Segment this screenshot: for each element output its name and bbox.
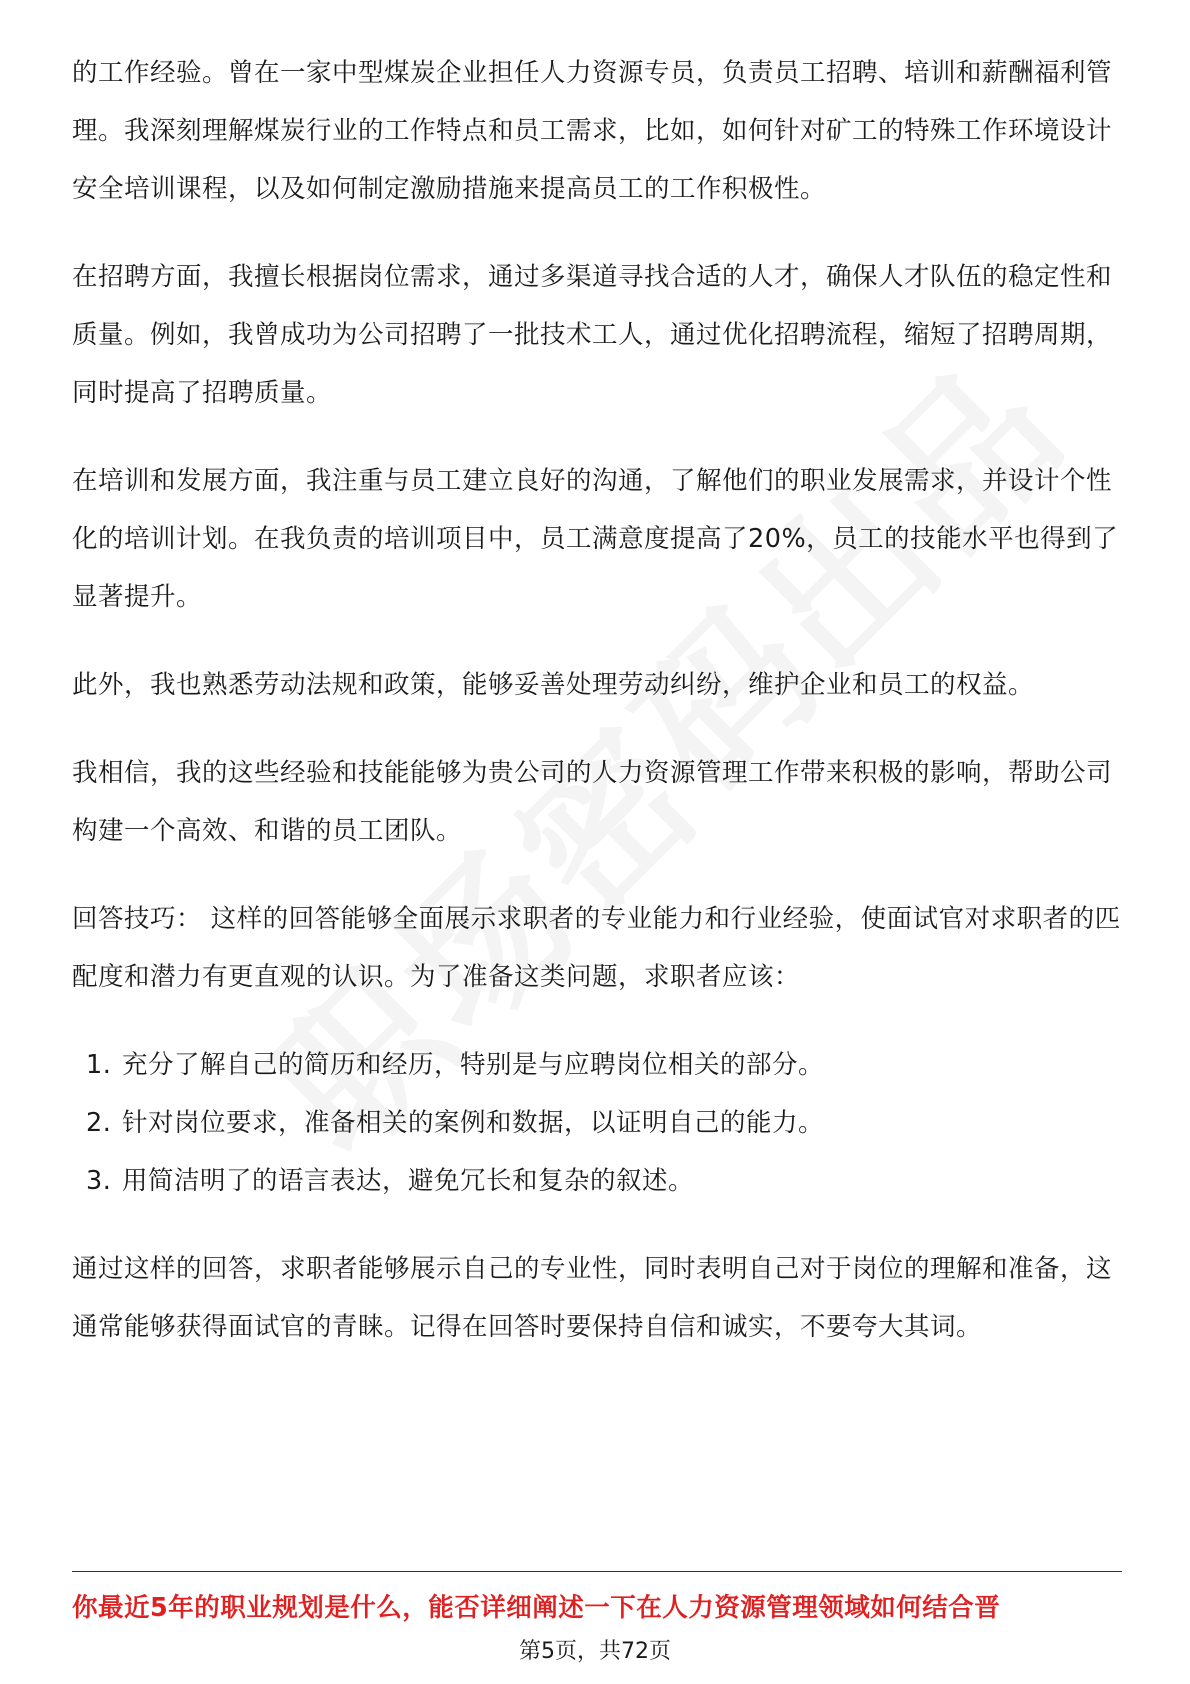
paragraph-answer-tips: 回答技巧： 这样的回答能够全面展示求职者的专业能力和行业经验，使面试官对求职者的匹配度和潜力有更直观的认识。为了准备这类问题，求职者应该： [72, 904, 1121, 992]
list-item-number: 1. [86, 1050, 112, 1080]
paragraph-training: 在培训和发展方面，我注重与员工建立良好的沟通，了解他们的职业发展需求，并设计个性化的培训计划。在我负责的培训项目中，员工满意度提高了20%，员工的技能水平也得到了显著提升。 [72, 466, 1119, 612]
paragraph-recruitment: 在招聘方面，我擅长根据岗位需求，通过多渠道寻找合适的人才，确保人才队伍的稳定性和质量。例如，我曾成功为公司招聘了一批技术工人，通过优化招聘流程，缩短了招聘周期，同时提高了招聘质量。 [72, 262, 1113, 408]
next-question-heading: 你最近5年的职业规划是什么，能否详细阐述一下在人力资源管理领域如何结合晋 [72, 1593, 1001, 1623]
document-body [72, 44, 1122, 1386]
list-item-text: 针对岗位要求，准备相关的案例和数据，以证明自己的能力。 [122, 1108, 825, 1138]
section-divider [72, 1571, 1122, 1572]
list-item [72, 1094, 1122, 1152]
list-item [72, 1036, 1122, 1094]
list-item-text: 用简洁明了的语言表达，避免冗长和复杂的叙述。 [122, 1166, 695, 1196]
list-item-text: 充分了解自己的简历和经历，特别是与应聘岗位相关的部分。 [122, 1050, 825, 1080]
list-item-number: 2. [86, 1108, 112, 1138]
page-number: 第5页，共72页 [519, 1639, 671, 1664]
paragraph-closing: 通过这样的回答，求职者能够展示自己的专业性，同时表明自己对于岗位的理解和准备，这通常能够获得面试官的青睐。记得在回答时要保持自信和诚实，不要夸大其词。 [72, 1254, 1113, 1342]
list-item-number: 3. [86, 1166, 112, 1196]
list-item [72, 1152, 1122, 1210]
paragraph-experience: 的工作经验。曾在一家中型煤炭企业担任人力资源专员，负责员工招聘、培训和薪酬福利管理。我深刻理解煤炭行业的工作特点和员工需求，比如，如何针对矿工的特殊工作环境设计安全培训课程，以及如何制定激励措施来提高员工的工作积极性。 [72, 58, 1113, 204]
tips-list [72, 1036, 1122, 1210]
paragraph-labor-law: 此外，我也熟悉劳动法规和政策，能够妥善处理劳动纠纷，维护企业和员工的权益。 [72, 670, 1035, 700]
paragraph-conclusion: 我相信，我的这些经验和技能能够为贵公司的人力资源管理工作带来积极的影响，帮助公司构建一个高效、和谐的员工团队。 [72, 758, 1113, 846]
